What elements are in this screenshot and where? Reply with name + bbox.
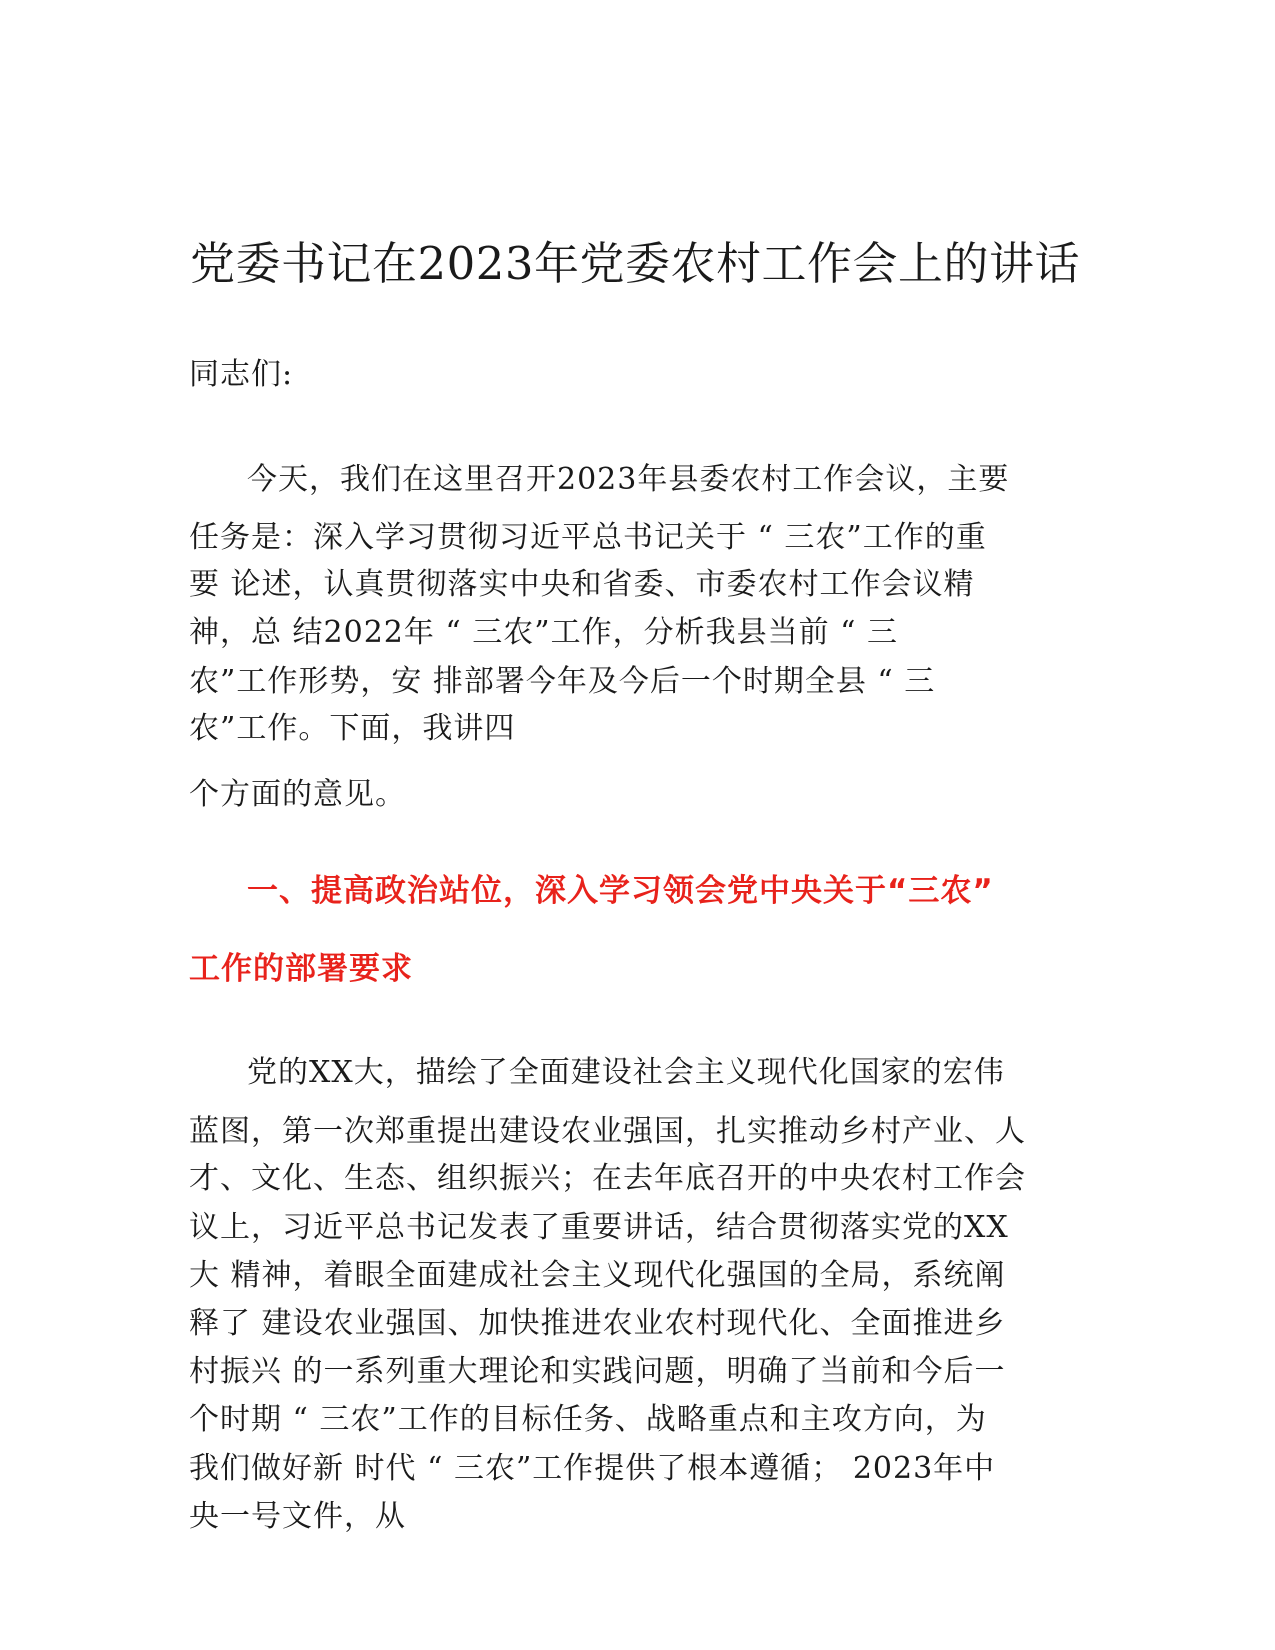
section-heading-1-continued: 工作的部署要求 bbox=[189, 951, 413, 987]
paragraph-2-line: 央一号文件，从 bbox=[189, 1499, 406, 1534]
paragraph-1-line: 农”工作形势，安 排部署今年及今后一个时期全县 “ 三 bbox=[189, 664, 936, 699]
paragraph-1-line: 任务是：深入学习贯彻习近平总书记关于 “ 三农”工作的重 bbox=[189, 520, 987, 555]
document-title: 党委书记在2023年党委农村工作会上的讲话 bbox=[190, 237, 1081, 290]
paragraph-1-line: 要 论述，认真贯彻落实中央和省委、市委农村工作会议精 bbox=[189, 567, 975, 602]
paragraph-2-line: 大 精神，着眼全面建成社会主义现代化强国的全局，系统阐 bbox=[189, 1258, 1006, 1293]
paragraph-1-line: 今天，我们在这里召开2023年县委农村工作会议，主要 bbox=[247, 462, 1010, 497]
paragraph-2-line: 个时期 “ 三农”工作的目标任务、战略重点和主攻方向，为 bbox=[189, 1402, 987, 1437]
paragraph-1-line: 神，总 结2022年 “ 三农”工作，分析我县当前 “ 三 bbox=[189, 615, 899, 650]
paragraph-2-line: 蓝图，第一次郑重提出建设农业强国，扎实推动乡村产业、人 bbox=[189, 1114, 1026, 1149]
paragraph-2-line: 才、文化、生态、组织振兴；在去年底召开的中央农村工作会 bbox=[189, 1161, 1026, 1196]
paragraph-2-line: 议上，习近平总书记发表了重要讲话，结合贯彻落实党的XX bbox=[189, 1210, 1009, 1245]
paragraph-2-line: 党的XX大，描绘了全面建设社会主义现代化国家的宏伟 bbox=[247, 1055, 1005, 1090]
paragraph-1-line: 个方面的意见。 bbox=[189, 777, 406, 812]
paragraph-2-line: 村振兴 的一系列重大理论和实践问题，明确了当前和今后一 bbox=[189, 1354, 1006, 1389]
paragraph-2-line: 我们做好新 时代 “ 三农”工作提供了根本遵循； 2023年中 bbox=[189, 1451, 996, 1486]
paragraph-1-line: 农”工作。下面，我讲四 bbox=[189, 711, 516, 746]
salutation: 同志们: bbox=[189, 357, 294, 392]
section-heading-1: 一、提高政治站位，深入学习领会党中央关于“三农” bbox=[247, 873, 994, 909]
paragraph-2-line: 释了 建设农业强国、加快推进农业农村现代化、全面推进乡 bbox=[189, 1306, 1006, 1341]
